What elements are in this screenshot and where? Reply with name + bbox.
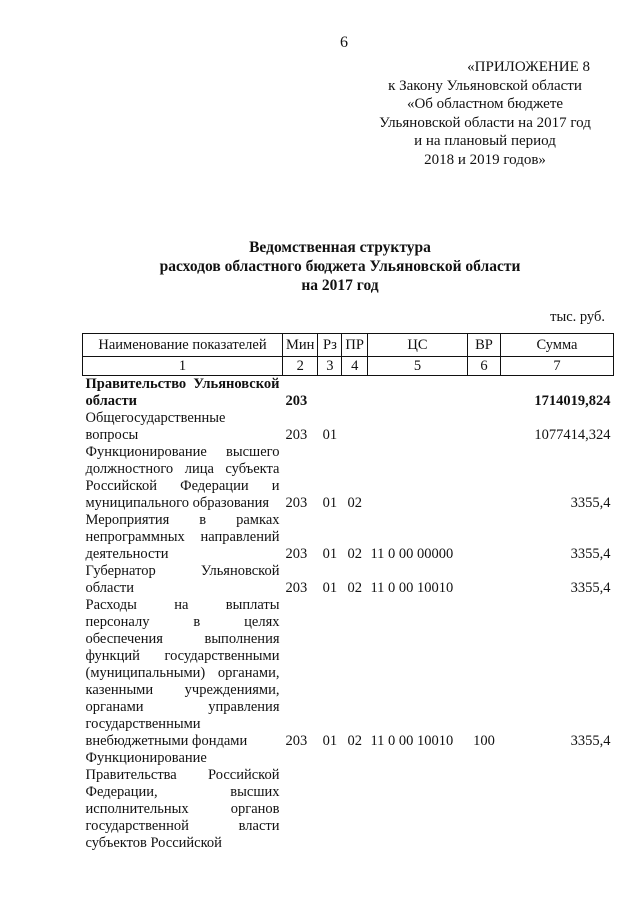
table-row: [83, 563, 614, 597]
row-name: Расходы на выплаты персоналу в целях обеспечения выполнения функций государственными (муниципальными) органами, казенными учреждениями, органами управления государственными внебюджетными фондами: [85, 597, 280, 749]
column-numbers-row: [83, 357, 614, 376]
row-pr: [342, 410, 368, 444]
appendix-header: [360, 58, 610, 169]
header-name: Наименование показателей: [83, 334, 283, 357]
units-label: тыс. руб.: [550, 309, 605, 325]
row-vr: [467, 750, 500, 852]
row-name: Общегосударственные вопросы: [85, 410, 226, 443]
header-rz: Рз: [318, 334, 342, 357]
row-cs: [367, 444, 467, 512]
table-row: [83, 750, 614, 852]
row-name: Правительство Ульяновской области: [85, 376, 280, 409]
row-rz: [318, 376, 342, 411]
row-sum: [500, 750, 613, 852]
row-cs: [367, 750, 467, 852]
row-pr: 02: [347, 733, 362, 749]
table-row: [83, 376, 614, 411]
row-vr: [467, 376, 500, 411]
appendix-line: Ульяновской области на 2017 год: [379, 114, 591, 131]
row-cs: [367, 376, 467, 411]
row-min: 203: [285, 495, 308, 511]
table-row: [83, 597, 614, 750]
row-pr: [342, 750, 368, 852]
column-number: 7: [500, 357, 613, 376]
appendix-line: к Закону Ульяновской области: [388, 77, 582, 94]
header-min: Мин: [283, 334, 318, 357]
header-pr: ПР: [342, 334, 368, 357]
row-min: 203: [285, 733, 308, 749]
row-min: 203: [285, 580, 308, 596]
column-number: 1: [83, 357, 283, 376]
row-cs: 11 0 00 10010: [370, 580, 454, 596]
row-vr: 100: [473, 733, 495, 749]
row-pr: 02: [347, 495, 362, 511]
row-rz: 01: [322, 546, 338, 562]
row-vr: [467, 512, 500, 563]
row-cs: 11 0 00 00000: [370, 546, 454, 562]
row-sum: 1714019,824: [534, 393, 611, 409]
row-min: 203: [285, 427, 308, 443]
column-number: 4: [342, 357, 368, 376]
row-cs: [367, 410, 467, 444]
row-rz: 01: [322, 427, 338, 443]
row-name: Мероприятия в рамках непрограммных направлений деятельности: [85, 512, 280, 562]
row-pr: 02: [347, 580, 362, 596]
row-sum: 1077414,324: [534, 427, 611, 443]
row-vr: [467, 444, 500, 512]
row-cs: 11 0 00 10010: [370, 733, 454, 749]
row-min: 203: [285, 546, 308, 562]
row-name: Функционирование высшего должностного лица субъекта Российской Федерации и муниципального образования: [85, 444, 280, 511]
appendix-line: «Об областном бюджете: [406, 96, 564, 112]
row-name: Функционирование Правительства Российской Федерации, высших исполнительных органов государственной власти субъектов Российской: [85, 750, 280, 851]
header-cs: ЦС: [367, 334, 467, 357]
row-vr: [467, 410, 500, 444]
row-rz: 01: [322, 495, 338, 511]
table-row: [83, 410, 614, 444]
budget-table: [82, 333, 614, 852]
table-row: [83, 512, 614, 563]
column-number: 5: [367, 357, 467, 376]
row-sum: 3355,4: [570, 546, 611, 562]
page-number: 6: [340, 34, 348, 51]
title-line: расходов областного бюджета Ульяновской области: [159, 258, 521, 275]
row-sum: 3355,4: [570, 495, 611, 511]
row-rz: [318, 750, 342, 852]
row-name: Губернатор Ульяновской области: [85, 563, 280, 596]
column-number: 3: [318, 357, 342, 376]
column-number: 6: [467, 357, 500, 376]
row-rz: 01: [322, 733, 338, 749]
appendix-line: 2018 и 2019 годов»: [424, 151, 546, 168]
row-pr: 02: [347, 546, 362, 562]
table-row: [83, 444, 614, 512]
document-title: [120, 238, 560, 295]
header-sum: Сумма: [500, 334, 613, 357]
column-number: 2: [283, 357, 318, 376]
row-rz: 01: [322, 580, 338, 596]
row-sum: 3355,4: [570, 580, 611, 596]
table-header-row: [83, 334, 614, 357]
title-line: на 2017 год: [301, 277, 379, 294]
row-min: [283, 750, 318, 852]
header-vr: ВР: [467, 334, 500, 357]
row-min: 203: [285, 393, 308, 409]
row-pr: [342, 376, 368, 411]
row-sum: 3355,4: [570, 733, 611, 749]
title-line: Ведомственная структура: [249, 239, 431, 256]
appendix-line: «ПРИЛОЖЕНИЕ 8: [467, 59, 590, 75]
row-vr: [467, 563, 500, 597]
appendix-line: и на плановый период: [414, 133, 556, 149]
